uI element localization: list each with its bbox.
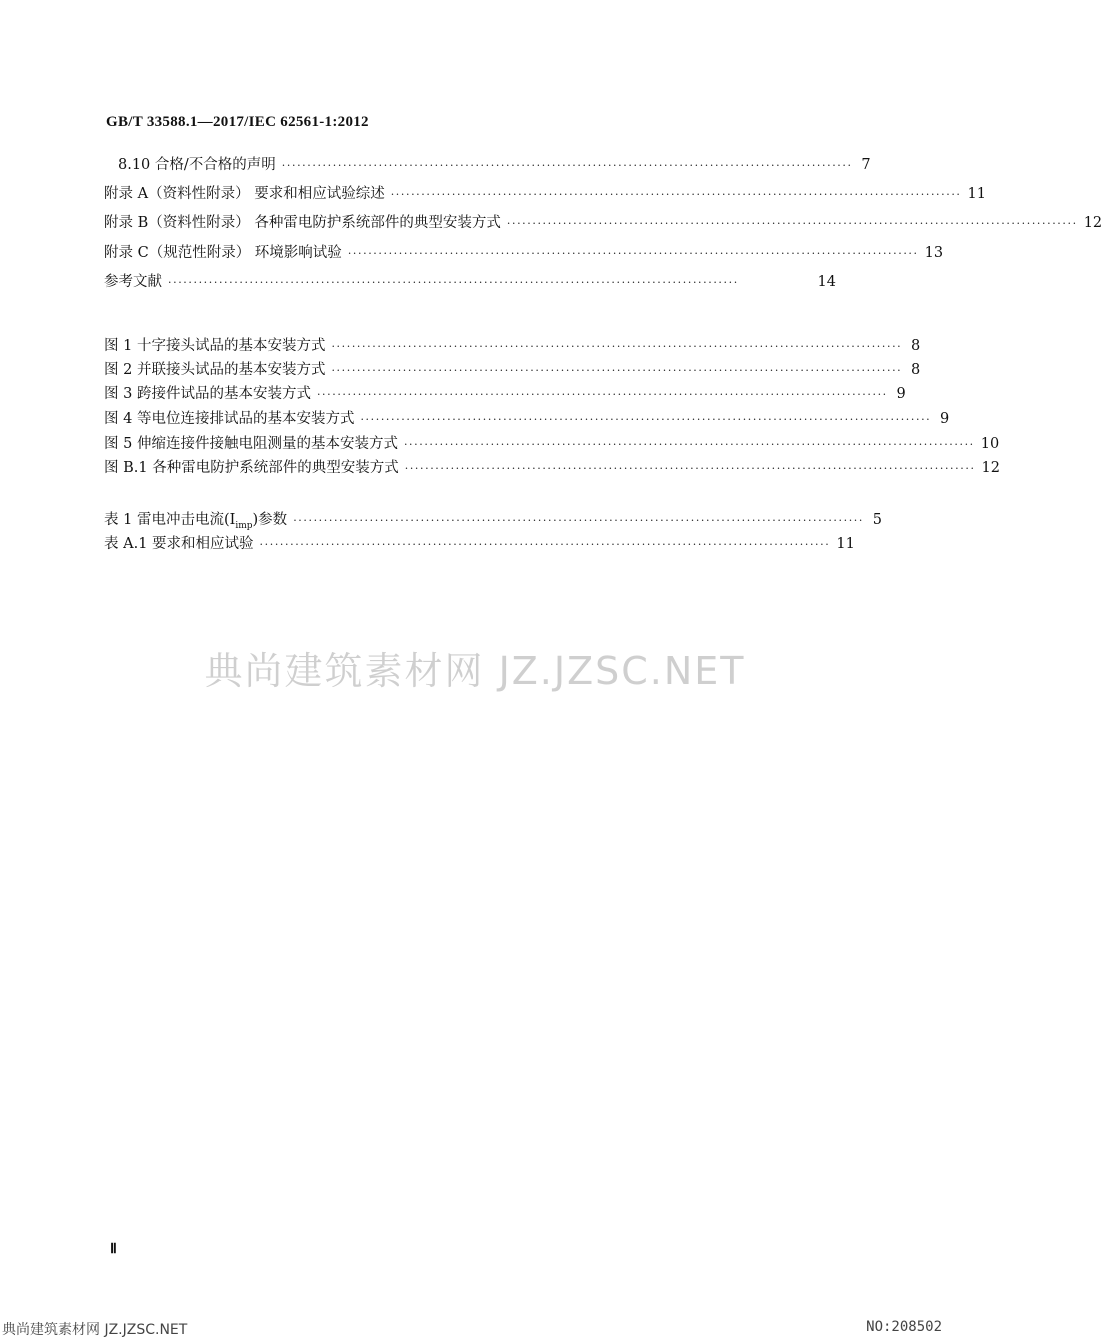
- toc-entry-label: 图 1 十字接头试品的基本安装方式: [104, 338, 326, 354]
- toc-entry-page: 11: [836, 536, 855, 552]
- watermark-text: 典尚建筑素材网 JZ.JZSC.NET: [204, 649, 746, 693]
- toc-entry-page: 7: [861, 157, 871, 173]
- toc-entry-label: 图 3 跨接件试品的基本安装方式: [104, 386, 311, 402]
- toc-figure-2[interactable]: [104, 361, 921, 380]
- toc-entry-bibliography[interactable]: [104, 273, 836, 292]
- toc-entry-annex-a[interactable]: [104, 185, 986, 204]
- toc-leader-dots: ················································································································: [281, 159, 853, 172]
- document-code-header: GB/T 33588.1—2017/IEC 62561-1:2012: [106, 114, 369, 130]
- toc-table-1[interactable]: [104, 511, 883, 535]
- toc-entry-label: 图 4 等电位连接排试品的基本安装方式: [104, 411, 355, 427]
- toc-entry-page: 9: [896, 386, 906, 402]
- toc-entry-label: 表 A.1 要求和相应试验: [104, 536, 254, 552]
- toc-entry-page: 9: [940, 411, 950, 427]
- footer-site-label: 典尚建筑素材网 JZ.JZSC.NET: [2, 1322, 188, 1338]
- toc-entry-label: 参考文献: [104, 274, 162, 290]
- page-number: Ⅱ: [110, 1242, 117, 1257]
- toc-leader-dots: ················································································································: [390, 188, 962, 201]
- toc-label-subscript: imp: [235, 520, 253, 531]
- toc-leader-dots: ················································································································: [293, 514, 865, 527]
- toc-leader-dots: ················································································································: [360, 413, 932, 426]
- toc-entry-annex-b[interactable]: [104, 214, 1102, 233]
- toc-leader-dots: ················································································································: [331, 364, 903, 377]
- toc-entry-page: 11: [967, 186, 986, 202]
- toc-entry-label: 附录 C（规范性附录） 环境影响试验: [104, 245, 342, 261]
- toc-entry-label: 附录 B（资料性附录） 各种雷电防护系统部件的典型安装方式: [104, 215, 501, 231]
- toc-entry-page: 8: [911, 338, 921, 354]
- toc-leader-dots: ················································································································: [506, 217, 1078, 230]
- toc-leader-dots: ················································································································: [259, 538, 831, 551]
- toc-label-suffix: )参数: [252, 512, 288, 528]
- toc-figure-5[interactable]: [104, 435, 1000, 454]
- toc-entry-label: 图 5 伸缩连接件接触电阻测量的基本安装方式: [104, 436, 398, 452]
- toc-entry-annex-c[interactable]: [104, 244, 944, 263]
- toc-entry-page: 5: [872, 512, 883, 528]
- toc-entry-label: 8.10 合格/不合格的声明: [118, 157, 276, 173]
- toc-entry-label: 图 B.1 各种雷电防护系统部件的典型安装方式: [104, 460, 399, 476]
- toc-leader-dots: ················································································································: [403, 438, 975, 451]
- toc-entry-page: 14: [817, 274, 836, 290]
- toc-label-prefix: 表 1 雷电冲击电流(I: [104, 512, 236, 528]
- toc-figure-4[interactable]: [104, 410, 950, 429]
- toc-leader-dots: ················································································································: [331, 340, 903, 353]
- toc-entry-page: 12: [981, 460, 1000, 476]
- toc-entry-page: 12: [1083, 215, 1102, 231]
- toc-figure-1[interactable]: [104, 337, 921, 356]
- toc-table-a1[interactable]: [104, 535, 855, 554]
- toc-leader-dots: ················································································································: [347, 247, 919, 260]
- footer-id-label: NO:208502: [866, 1319, 942, 1335]
- toc-leader-dots: ················································································································: [168, 276, 739, 289]
- toc-figure-b1[interactable]: [104, 459, 1000, 478]
- toc-entry-label: 附录 A（资料性附录） 要求和相应试验综述: [104, 186, 385, 202]
- toc-leader-dots: ················································································································: [316, 388, 888, 401]
- toc-entry-page: 13: [924, 245, 944, 261]
- toc-entry-label: [104, 511, 293, 535]
- toc-entry-label: 图 2 并联接头试品的基本安装方式: [104, 362, 326, 378]
- toc-figure-3[interactable]: [104, 385, 906, 404]
- toc-entry-8-10[interactable]: [118, 156, 871, 175]
- toc-entry-page: 10: [980, 436, 1000, 452]
- toc-leader-dots: ················································································································: [404, 462, 976, 475]
- toc-entry-page: 8: [911, 362, 921, 378]
